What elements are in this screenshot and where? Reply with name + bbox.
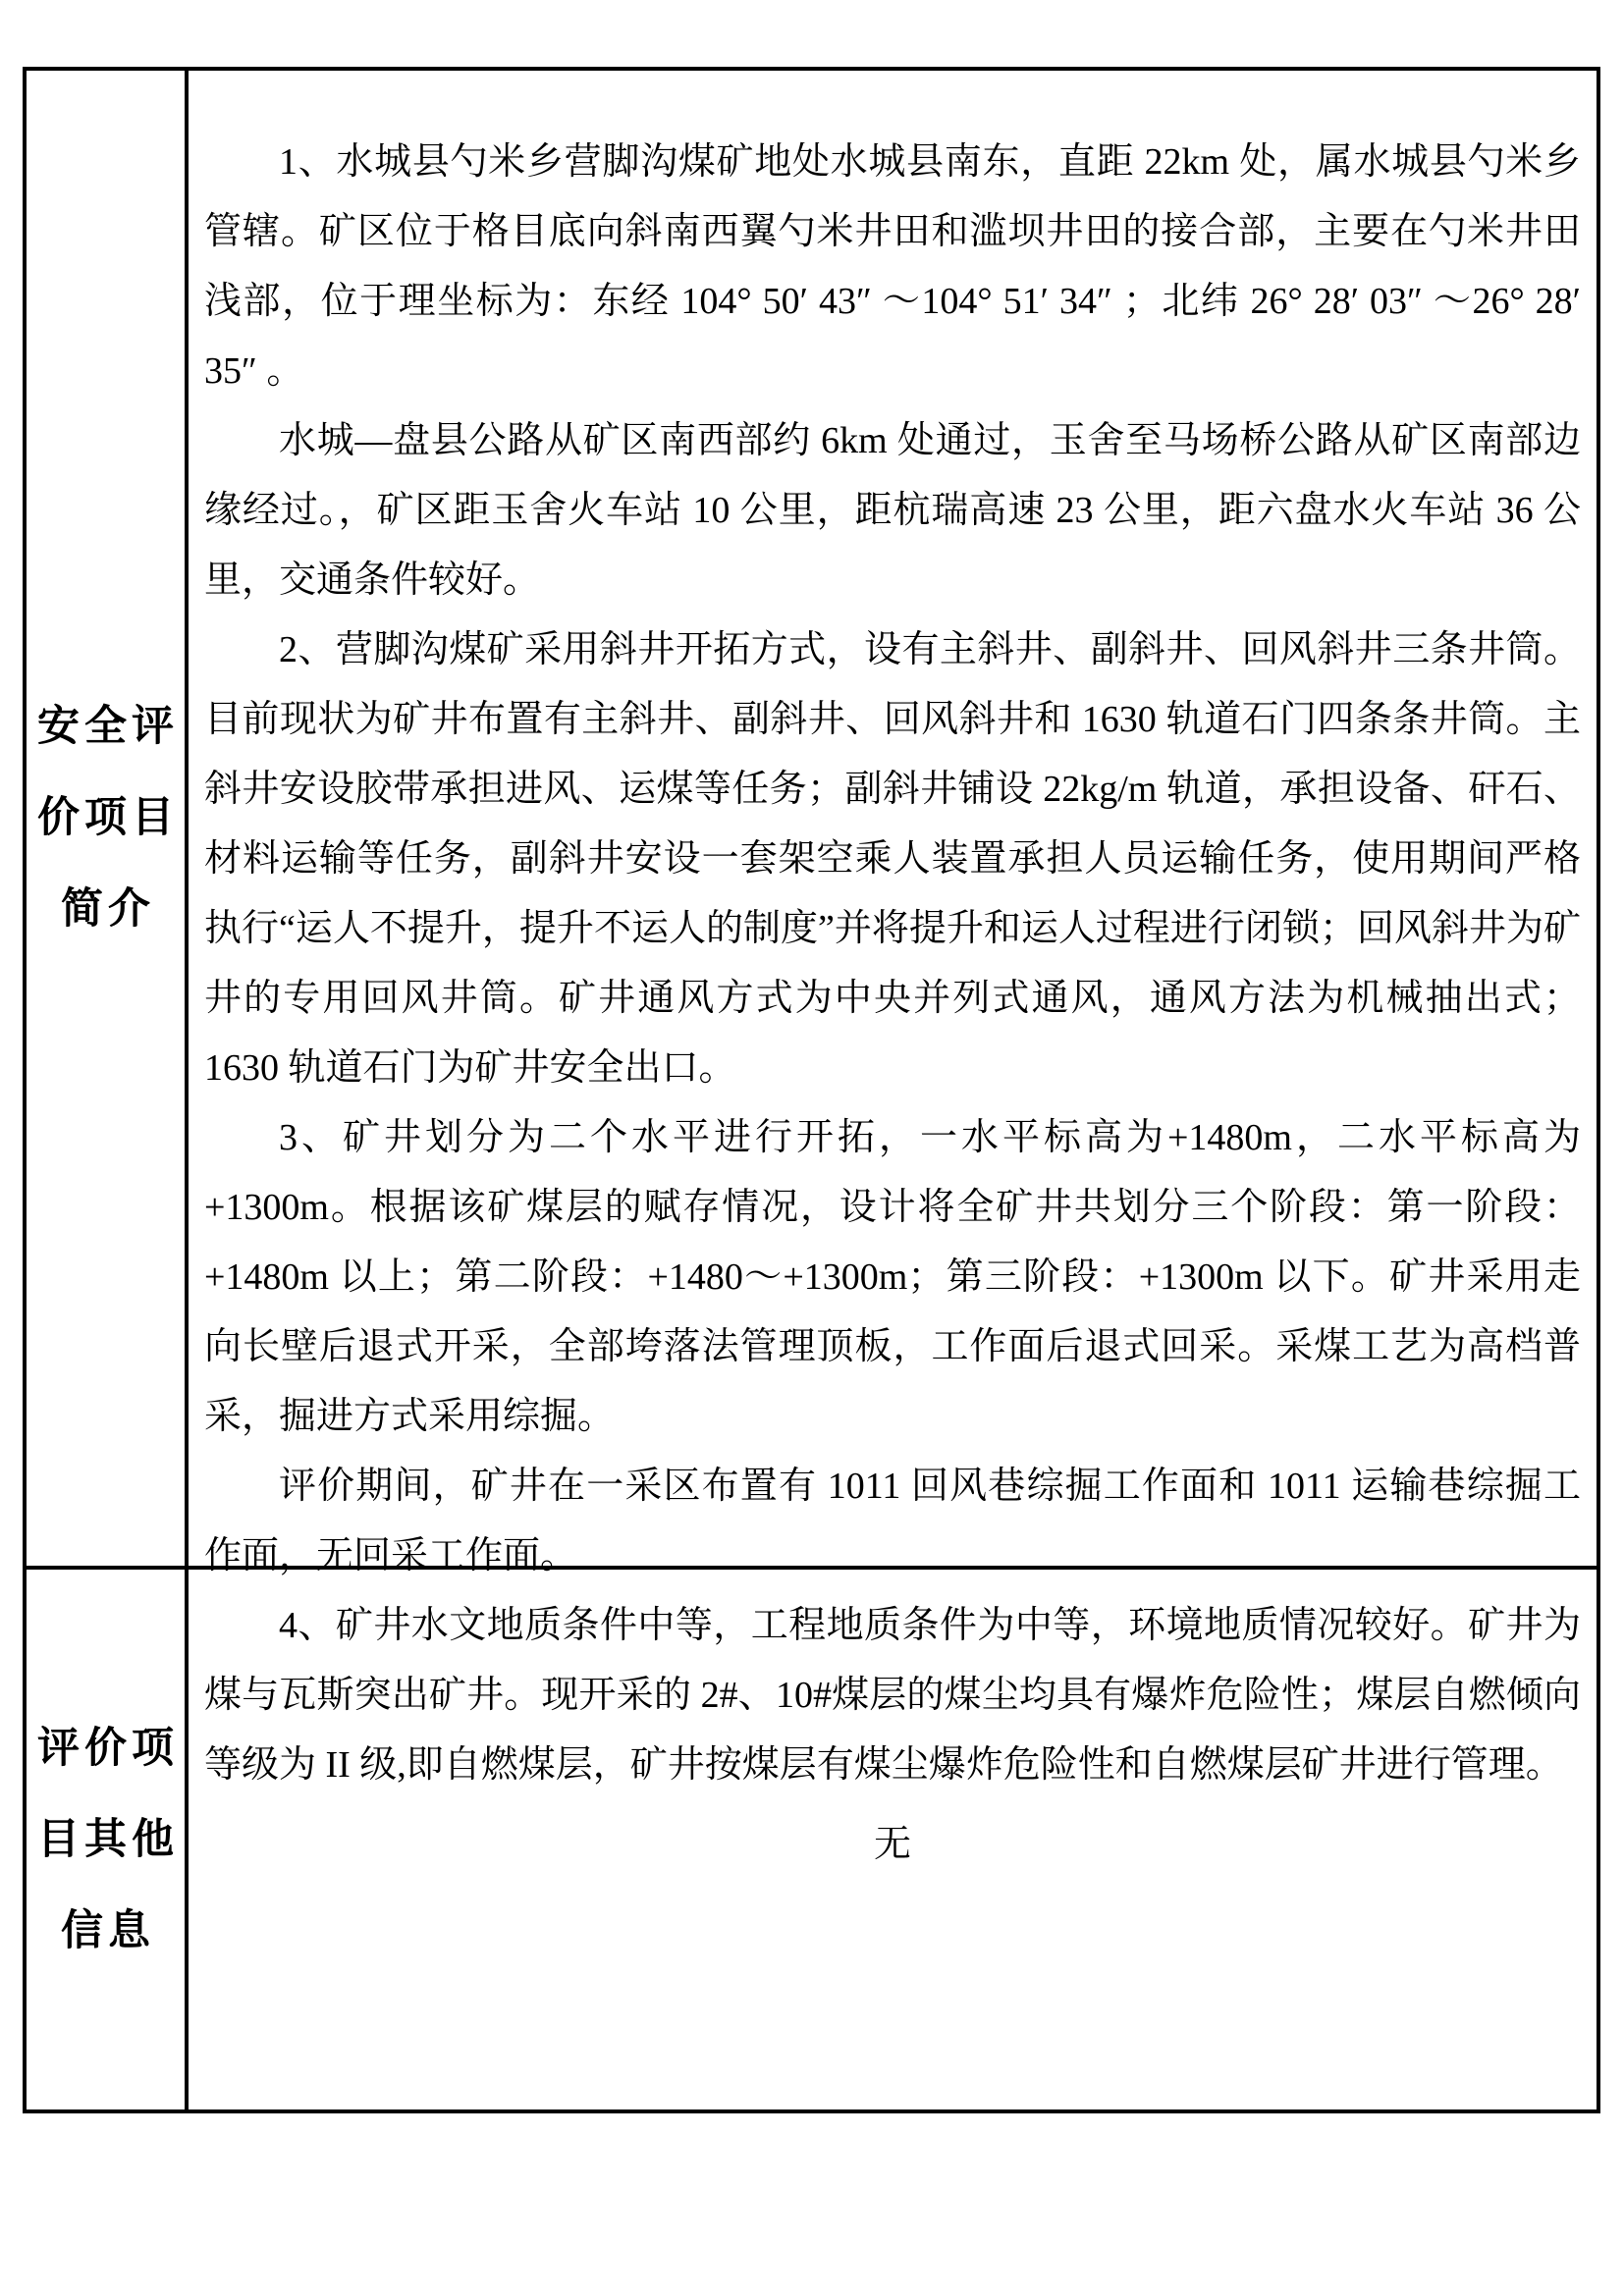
other-project-info-content (189, 1570, 1597, 2109)
intro-paragraph-mining-levels: 3、矿井划分为二个水平进行开拓，一水平标高为+1480m，二水平标高为+1300m。根据该矿煤层的赋存情况，设计将全矿井共划分三个阶段：第一阶段：+1480m 以上；第二阶段：+1480～+1300m；第三阶段：+1300m 以下。矿井采用走向长壁后退式开采，全部垮落法管理顶板，工作面后退式回采。采煤工艺为高档普采，掘进方式采用综掘。 (204, 1117, 1581, 1437)
other-info-value: 无 (873, 1823, 911, 1865)
evaluation-table (23, 67, 1600, 2113)
row-label-line: 信息 (61, 1907, 155, 1954)
row-label-line: 价项目 (37, 795, 179, 841)
safety-evaluation-intro-content (189, 71, 1597, 1786)
intro-paragraph-transport: 水城—盘县公路从矿区南西部约 6km 处通过，玉舍至马场桥公路从矿区南部边缘经过。，矿区距玉舍火车站 10 公里，距杭瑞高速 23 公里，距六盘水火车站 36 公里，交通条件较好。 (204, 420, 1581, 601)
row-label-line: 目其他 (37, 1816, 179, 1863)
row-label-other-project-info (27, 1570, 189, 2109)
intro-paragraph-geology-hazards: 4、矿井水文地质条件中等，工程地质条件为中等，环境地质情况较好。矿井为煤与瓦斯突出矿井。现开采的 2#、10#煤层的煤尘均具有爆炸危险性；煤层自燃倾向等级为 II 级,即自燃煤层，矿井按煤层有煤尘爆炸危险性和自燃煤层矿井进行管理。 (204, 1605, 1581, 1786)
row-label-safety-evaluation-intro (27, 71, 189, 1570)
row-label-line: 安全评 (37, 704, 179, 750)
row-label-line: 简介 (61, 886, 155, 933)
intro-paragraph-working-faces: 评价期间，矿井在一采区布置有 1011 回风巷综掘工作面和 1011 运输巷综掘工作面，无回采工作面。 (204, 1466, 1581, 1576)
intro-paragraph-shaft-development: 2、营脚沟煤矿采用斜井开拓方式，设有主斜井、副斜井、回风斜井三条井筒。目前现状为矿井布置有主斜井、副斜井、回风斜井和 1630 轨道石门四条条井筒。主斜井安设胶带承担进风、运煤等任务；副斜井铺设 22kg/m 轨道，承担设备、矸石、材料运输等任务，副斜井安设一套架空乘人装置承担人员运输任务，使用期间严格执行“运人不提升，提升不运人的制度”并将提升和运人过程进行闭锁；回风斜井为矿井的专用回风井筒。矿井通风方式为中央并列式通风，通风方法为机械抽出式；1630 轨道石门为矿井安全出口。 (204, 629, 1581, 1089)
intro-paragraph-location: 1、水城县勺米乡营脚沟煤矿地处水城县南东，直距 22km 处，属水城县勺米乡管辖。矿区位于格目底向斜南西翼勺米井田和滥坝井田的接合部，主要在勺米井田浅部，位于理坐标为：东经 104° 50′ 43″ ～104° 51′ 34″ ；北纬 26° 28′ 03″ ～26° 28′ 35″ 。 (204, 141, 1581, 392)
row-label-line: 评价项 (37, 1725, 179, 1772)
